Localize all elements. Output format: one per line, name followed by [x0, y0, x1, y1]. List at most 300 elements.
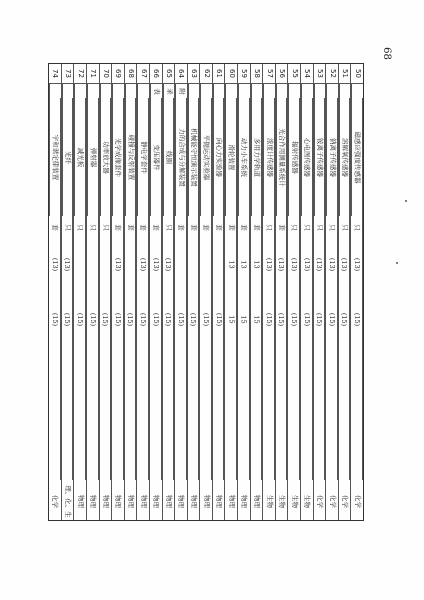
- quantity-c-cell: [276, 348, 288, 480]
- quantity-c-cell: [225, 348, 237, 480]
- quantity-b: (15): [189, 312, 198, 326]
- section-cell: [175, 84, 187, 98]
- quantity-b-cell: [339, 290, 351, 348]
- quantity-b-cell: [301, 290, 313, 348]
- item-unit-cell: [100, 216, 112, 238]
- quantity-c-cell: [263, 348, 275, 480]
- table-row: [287, 64, 300, 520]
- quantity-a-cell: [137, 238, 149, 290]
- table-row: [313, 64, 326, 520]
- item-name: 向心力实验器: [215, 137, 224, 177]
- item-name: 线圈: [164, 150, 173, 164]
- item-name-cell: [112, 98, 124, 216]
- row-number-cell: [225, 64, 237, 84]
- subject-category: 理、化、生: [64, 484, 73, 518]
- subject-category-cell: [49, 480, 61, 522]
- item-unit-cell: [87, 216, 99, 238]
- item-unit-cell: [339, 216, 351, 238]
- item-unit-cell: [288, 216, 300, 238]
- quantity-a-cell: [263, 238, 275, 290]
- subject-category-cell: [100, 480, 112, 522]
- subject-category: 化学: [51, 494, 60, 508]
- quantity-b-cell: [125, 290, 137, 348]
- subject-category: 化学: [341, 494, 350, 508]
- section-cell: [263, 84, 275, 98]
- quantity-a: (13): [265, 257, 274, 271]
- section-cell: [288, 84, 300, 98]
- quantity-b-cell: [62, 290, 74, 348]
- row-number-cell: [351, 64, 363, 84]
- item-unit: 只: [328, 223, 337, 231]
- item-unit: 套: [202, 223, 211, 231]
- item-name: 减光板: [76, 147, 85, 167]
- quantity-b: (15): [101, 312, 110, 326]
- quantity-b-cell: [137, 290, 149, 348]
- subject-category: 化学: [315, 494, 324, 508]
- subject-category-cell: [213, 480, 225, 522]
- quantity-b-cell: [263, 290, 275, 348]
- quantity-b: 15: [239, 314, 248, 324]
- item-name: 动力小车系统: [240, 137, 249, 177]
- table-row: [99, 64, 112, 520]
- quantity-c-cell: [314, 348, 326, 480]
- row-number: 61: [215, 69, 224, 78]
- quantity-c-cell: [74, 348, 86, 480]
- item-name-cell: [238, 98, 250, 216]
- quantity-c-cell: [49, 348, 61, 480]
- row-number-cell: [62, 64, 74, 84]
- item-unit-cell: [188, 216, 200, 238]
- subject-category-cell: [238, 480, 250, 522]
- section-cell: [137, 84, 149, 98]
- item-name: 弹射器: [89, 147, 98, 167]
- row-number-cell: [339, 64, 351, 84]
- item-name-cell: [276, 98, 288, 216]
- section-cell: [339, 84, 351, 98]
- subject-category: 物理: [252, 494, 261, 508]
- row-number: 74: [51, 69, 60, 78]
- row-number: 58: [252, 69, 261, 78]
- subject-category: 物理: [189, 494, 198, 508]
- quantity-a-cell: [225, 238, 237, 290]
- item-unit-cell: [351, 216, 363, 238]
- item-unit: 套: [113, 223, 122, 231]
- quantity-b: 15: [252, 314, 261, 324]
- item-name: 光纤: [64, 150, 73, 164]
- row-number-cell: [200, 64, 212, 84]
- section-cell: [251, 84, 263, 98]
- subject-category-cell: [288, 480, 300, 522]
- subject-category-cell: [225, 480, 237, 522]
- quantity-b: (15): [214, 312, 223, 326]
- table-row: [262, 64, 275, 520]
- subject-category-cell: [137, 480, 149, 522]
- row-number: 69: [114, 69, 123, 78]
- subject-category: 生物: [278, 494, 287, 508]
- quantity-c-cell: [251, 348, 263, 480]
- row-number-cell: [276, 64, 288, 84]
- item-unit-cell: [200, 216, 212, 238]
- subject-category-cell: [175, 480, 187, 522]
- subject-category-cell: [163, 480, 175, 522]
- item-unit-cell: [49, 216, 61, 238]
- item-unit: 套: [126, 223, 135, 231]
- quantity-a-cell: [112, 238, 124, 290]
- table-row: [174, 64, 187, 520]
- subject-category-cell: [150, 480, 162, 522]
- subject-category: 生物: [303, 494, 312, 508]
- row-number: 54: [303, 69, 312, 78]
- table-row: [149, 64, 162, 520]
- item-unit: 套: [252, 223, 261, 231]
- table-row: [350, 64, 363, 520]
- section-cell: [125, 84, 137, 98]
- item-name: 光合作用测量系统计: [278, 127, 287, 187]
- subject-category: 物理: [89, 494, 98, 508]
- subject-category-cell: [188, 480, 200, 522]
- item-name: 铵离子传感器: [315, 137, 324, 177]
- row-number: 67: [139, 69, 148, 78]
- item-unit: 只: [302, 223, 311, 231]
- quantity-c-cell: [301, 348, 313, 480]
- quantity-c-cell: [213, 348, 225, 480]
- item-unit: 套: [277, 223, 286, 231]
- subject-category: 物理: [164, 494, 173, 508]
- item-unit: 只: [101, 223, 110, 231]
- item-unit-cell: [175, 216, 187, 238]
- subject-category: 物理: [101, 494, 110, 508]
- quantity-c-cell: [238, 348, 250, 480]
- row-number-cell: [125, 64, 137, 84]
- item-unit: 套: [214, 223, 223, 231]
- row-number-cell: [314, 64, 326, 84]
- item-name-cell: [49, 98, 61, 216]
- subject-category-cell: [200, 480, 212, 522]
- section-cell: [188, 84, 200, 98]
- table-row: [300, 64, 313, 520]
- quantity-b-cell: [163, 290, 175, 348]
- row-number-cell: [112, 64, 124, 84]
- item-unit-cell: [74, 216, 86, 238]
- item-name-cell: [188, 98, 200, 216]
- quantity-a-cell: [276, 238, 288, 290]
- item-name: 功率放大器: [101, 140, 110, 174]
- item-unit: 套: [139, 223, 148, 231]
- quantity-b-cell: [175, 290, 187, 348]
- item-name: 钠离子传感器: [328, 137, 337, 177]
- item-name-cell: [314, 98, 326, 216]
- quantity-b: (15): [88, 312, 97, 326]
- item-unit: 只: [265, 223, 274, 231]
- quantity-b-cell: [112, 290, 124, 348]
- section-label-char: 表: [152, 87, 161, 95]
- quantity-a: (13): [50, 257, 59, 271]
- page-number: 68: [380, 47, 392, 60]
- item-unit: 套: [176, 223, 185, 231]
- quantity-b-cell: [251, 290, 263, 348]
- item-name: 机械能守恒演示装置: [189, 127, 198, 187]
- section-cell: [301, 84, 313, 98]
- quantity-b: (15): [164, 312, 173, 326]
- quantity-b: (15): [353, 312, 362, 326]
- subject-category: 物理: [127, 494, 136, 508]
- table-row: [325, 64, 338, 520]
- item-name-cell: [125, 98, 137, 216]
- item-unit-cell: [263, 216, 275, 238]
- quantity-b: (15): [126, 312, 135, 326]
- item-unit: 只: [353, 223, 362, 231]
- table-row: [124, 64, 137, 520]
- item-name: 光学成像套件: [114, 137, 123, 177]
- quantity-b: (15): [63, 312, 72, 326]
- quantity-c-cell: [150, 348, 162, 480]
- subject-category-cell: [251, 480, 263, 522]
- subject-category: 生物: [265, 494, 274, 508]
- subject-category-cell: [314, 480, 326, 522]
- quantity-c-cell: [200, 348, 212, 480]
- quantity-c-cell: [87, 348, 99, 480]
- subject-category: 物理: [114, 494, 123, 508]
- row-number-cell: [137, 64, 149, 84]
- quantity-a: (13): [164, 257, 173, 271]
- row-number: 53: [315, 69, 324, 78]
- quantity-c-cell: [188, 348, 200, 480]
- quantity-a-cell: [200, 238, 212, 290]
- item-name: 碰撞与反射装置: [127, 134, 136, 180]
- subject-category: 化学: [353, 494, 362, 508]
- item-name: 多用力学轨道: [252, 137, 261, 177]
- item-name-cell: [301, 98, 313, 216]
- row-number-cell: [301, 64, 313, 84]
- row-number-cell: [150, 64, 162, 84]
- row-number: 56: [278, 69, 287, 78]
- item-unit: 只: [315, 223, 324, 231]
- row-number: 66: [152, 69, 161, 78]
- subject-category: 物理: [177, 494, 186, 508]
- section-cell: [351, 84, 363, 98]
- row-number: 60: [227, 69, 236, 78]
- item-unit-cell: [314, 216, 326, 238]
- quantity-b-cell: [225, 290, 237, 348]
- subject-category-cell: [339, 480, 351, 522]
- row-number: 57: [265, 69, 274, 78]
- row-number-cell: [74, 64, 86, 84]
- table-row: [86, 64, 99, 520]
- item-unit-cell: [213, 216, 225, 238]
- subject-category: 物理: [152, 494, 161, 508]
- row-number-cell: [263, 64, 275, 84]
- quantity-c-cell: [62, 348, 74, 480]
- quantity-a: (13): [340, 257, 349, 271]
- quantity-b: (15): [151, 312, 160, 326]
- quantity-b-cell: [276, 290, 288, 348]
- row-number-cell: [238, 64, 250, 84]
- table-row: [212, 64, 225, 520]
- section-cell: [238, 84, 250, 98]
- item-unit-cell: [62, 216, 74, 238]
- row-number-cell: [100, 64, 112, 84]
- subject-category-cell: [351, 480, 363, 522]
- table-row: [49, 64, 61, 520]
- subject-category: 化学: [328, 494, 337, 508]
- section-cell: [326, 84, 338, 98]
- subject-category-cell: [301, 480, 313, 522]
- item-name-cell: [326, 98, 338, 216]
- equipment-table: [48, 63, 364, 521]
- scan-speck: [405, 200, 407, 202]
- quantity-b-cell: [49, 290, 61, 348]
- row-number-cell: [49, 64, 61, 84]
- item-unit: 只: [164, 223, 173, 231]
- table-row: [162, 64, 175, 520]
- item-name: 静电学套件: [139, 140, 148, 174]
- table-row: [136, 64, 149, 520]
- section-label-char: 录: [165, 87, 174, 95]
- quantity-a-cell: [351, 238, 363, 290]
- row-number: 71: [89, 69, 98, 78]
- item-unit: 套: [189, 223, 198, 231]
- quantity-b: (15): [265, 312, 274, 326]
- section-cell: [62, 84, 74, 98]
- quantity-a: (13): [113, 257, 122, 271]
- row-number: 68: [127, 69, 136, 78]
- quantity-a-cell: [301, 238, 313, 290]
- quantity-a-cell: [188, 238, 200, 290]
- quantity-a: (13): [277, 257, 286, 271]
- table-row: [199, 64, 212, 520]
- quantity-a-cell: [314, 238, 326, 290]
- table-row: [250, 64, 263, 520]
- subject-category: 物理: [139, 494, 148, 508]
- section-label-char: 附: [177, 87, 186, 95]
- row-number-cell: [213, 64, 225, 84]
- quantity-b: (15): [302, 312, 311, 326]
- subject-category-cell: [74, 480, 86, 522]
- subject-category-cell: [276, 480, 288, 522]
- item-unit-cell: [238, 216, 250, 238]
- quantity-a-cell: [163, 238, 175, 290]
- table-row: [224, 64, 237, 520]
- quantity-b-cell: [100, 290, 112, 348]
- subject-category: 物理: [215, 494, 224, 508]
- quantity-a-cell: [238, 238, 250, 290]
- quantity-b: (15): [113, 312, 122, 326]
- item-name-cell: [163, 98, 175, 216]
- quantity-a: (13): [290, 257, 299, 271]
- quantity-c-cell: [326, 348, 338, 480]
- quantity-a: (13): [139, 257, 148, 271]
- section-cell: [163, 84, 175, 98]
- subject-category-cell: [87, 480, 99, 522]
- item-unit: 只: [76, 223, 85, 231]
- item-unit: 只: [88, 223, 97, 231]
- quantity-b-cell: [74, 290, 86, 348]
- quantity-b: (15): [176, 312, 185, 326]
- quantity-b: (15): [340, 312, 349, 326]
- quantity-a: (13): [63, 257, 72, 271]
- quantity-a: (13): [315, 257, 324, 271]
- table-row: [187, 64, 200, 520]
- item-unit: 套: [227, 223, 236, 231]
- item-unit: 只: [63, 223, 72, 231]
- quantity-b: (15): [328, 312, 337, 326]
- quantity-a-cell: [175, 238, 187, 290]
- quantity-a-cell: [326, 238, 338, 290]
- item-name: 心电图传感器: [303, 137, 312, 177]
- quantity-b: (15): [139, 312, 148, 326]
- quantity-a-cell: [251, 238, 263, 290]
- item-unit-cell: [276, 216, 288, 238]
- section-cell: [200, 84, 212, 98]
- row-number-cell: [251, 64, 263, 84]
- quantity-b-cell: [213, 290, 225, 348]
- quantity-b-cell: [150, 290, 162, 348]
- section-cell: [112, 84, 124, 98]
- item-unit-cell: [326, 216, 338, 238]
- row-number: 72: [76, 69, 85, 78]
- item-unit: 只: [290, 223, 299, 231]
- item-name: 溶解氧传感器: [341, 137, 350, 177]
- quantity-a: (13): [302, 257, 311, 271]
- subject-category-cell: [125, 480, 137, 522]
- table-row: [275, 64, 288, 520]
- row-number: 73: [64, 69, 73, 78]
- table-row: [237, 64, 250, 520]
- quantity-b-cell: [188, 290, 200, 348]
- quantity-a: 13: [252, 259, 261, 269]
- quantity-b: (15): [50, 312, 59, 326]
- section-cell: [225, 84, 237, 98]
- item-name: 宇和谐定律装置: [51, 134, 60, 180]
- subject-category: 物理: [76, 494, 85, 508]
- item-name-cell: [62, 98, 74, 216]
- quantity-c-cell: [137, 348, 149, 480]
- quantity-a-cell: [288, 238, 300, 290]
- item-name-cell: [175, 98, 187, 216]
- row-number: 70: [101, 69, 110, 78]
- quantity-b: 15: [227, 314, 236, 324]
- quantity-b: (15): [202, 312, 211, 326]
- item-unit: 套: [50, 223, 59, 231]
- quantity-c-cell: [100, 348, 112, 480]
- item-unit-cell: [150, 216, 162, 238]
- item-name-cell: [288, 98, 300, 216]
- item-name-cell: [251, 98, 263, 216]
- item-name-cell: [200, 98, 212, 216]
- subject-category: 物理: [227, 494, 236, 508]
- row-number-cell: [163, 64, 175, 84]
- section-cell: [314, 84, 326, 98]
- quantity-c-cell: [175, 348, 187, 480]
- item-name: 平抛运动实验器: [202, 134, 211, 180]
- row-number: 51: [341, 69, 350, 78]
- subject-category-cell: [112, 480, 124, 522]
- item-name-cell: [263, 98, 275, 216]
- item-name: 滑轮装置: [227, 144, 236, 170]
- quantity-a-cell: [339, 238, 351, 290]
- section-cell: [150, 84, 162, 98]
- quantity-c-cell: [351, 348, 363, 480]
- quantity-a: (13): [151, 257, 160, 271]
- quantity-a-cell: [150, 238, 162, 290]
- quantity-c-cell: [112, 348, 124, 480]
- item-unit-cell: [163, 216, 175, 238]
- subject-category-cell: [62, 480, 74, 522]
- quantity-a-cell: [74, 238, 86, 290]
- item-unit: 只: [340, 223, 349, 231]
- subject-category: 物理: [240, 494, 249, 508]
- quantity-a-cell: [100, 238, 112, 290]
